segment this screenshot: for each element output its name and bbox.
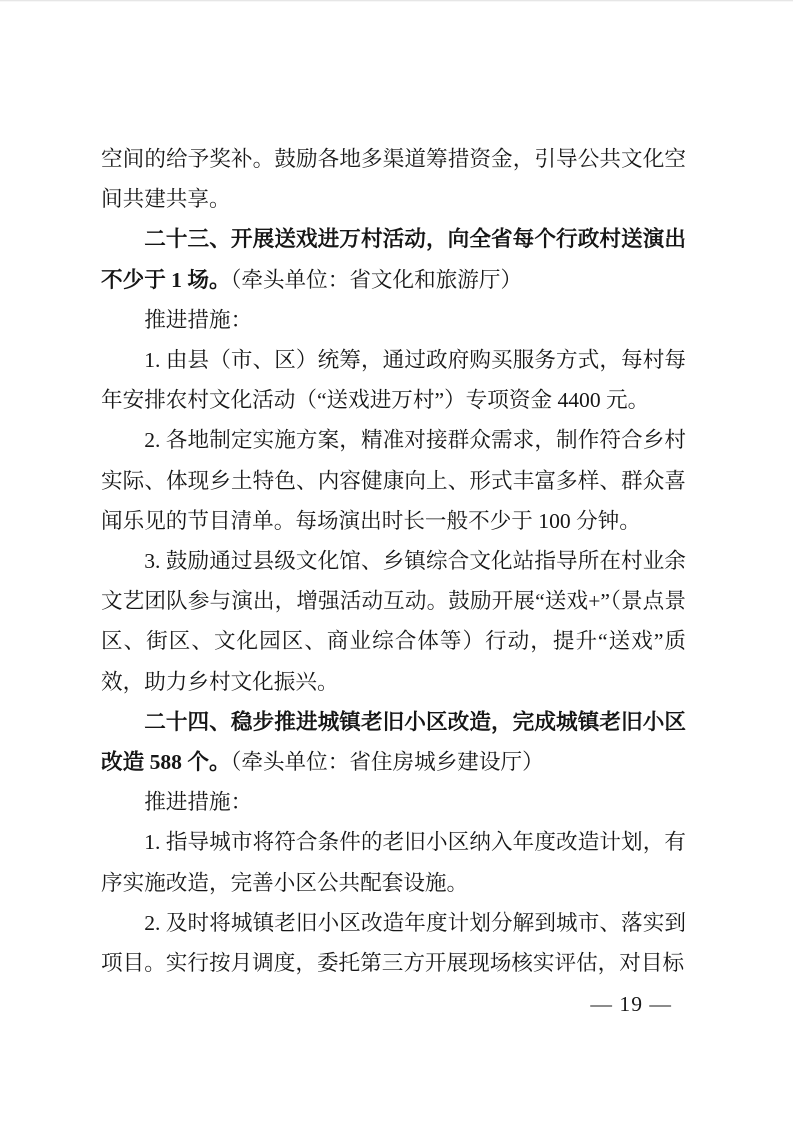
paragraph-continuation: 空间的给予奖补。鼓励各地多渠道筹措资金，引导公共文化空间共建共享。	[101, 147, 686, 212]
section-heading-23	[101, 219, 686, 299]
measure-item-3: 3. 鼓励通过县级文化馆、乡镇综合文化站指导所在村业余文艺团队参与演出，增强活动互动。鼓励开展“送戏+”（景点景区、街区、文化园区、商业综合体等）行动，提升“送戏”质效，助力乡村文化振兴。	[101, 549, 686, 694]
measures-label-2: 推进措施：	[144, 790, 253, 815]
measures-label: 推进措施：	[144, 307, 253, 332]
page-number: — 19 —	[590, 992, 672, 1016]
measure-item-4: 1. 指导城市将符合条件的老旧小区纳入年度改造计划，有序实施改造，完善小区公共配套设施。	[101, 830, 686, 895]
section-24-lead-unit-note: （牵头单位：省住房城乡建设厅）	[230, 750, 544, 775]
page-top-shadow	[0, 0, 793, 2]
document-body	[101, 139, 686, 983]
measure-item-1: 1. 由县（市、区）统筹，通过政府购买服务方式，每村每年安排农村文化活动（“送戏进万村”）专项资金 4400 元。	[101, 348, 686, 413]
measure-item-2: 2. 各地制定实施方案，精准对接群众需求，制作符合乡村实际、体现乡土特色、内容健康向上、形式丰富多样、群众喜闻乐见的节目清单。每场演出时长一般不少于 100 分钟。	[101, 428, 686, 533]
measure-item-5: 2. 及时将城镇老旧小区改造年度计划分解到城市、落实到项目。实行按月调度，委托第三方开展现场核实评估，对目标	[101, 910, 686, 976]
section-heading-23-text: 二十三、开展送戏进万村活动，向全省每个行政村送演出不少于 1 场。	[101, 227, 686, 292]
section-23-lead-unit-note: （牵头单位：省文化和旅游厅）	[230, 267, 523, 292]
section-heading-24	[101, 702, 686, 782]
section-heading-24-text: 二十四、稳步推进城镇老旧小区改造，完成城镇老旧小区改造 588 个。	[101, 709, 686, 775]
